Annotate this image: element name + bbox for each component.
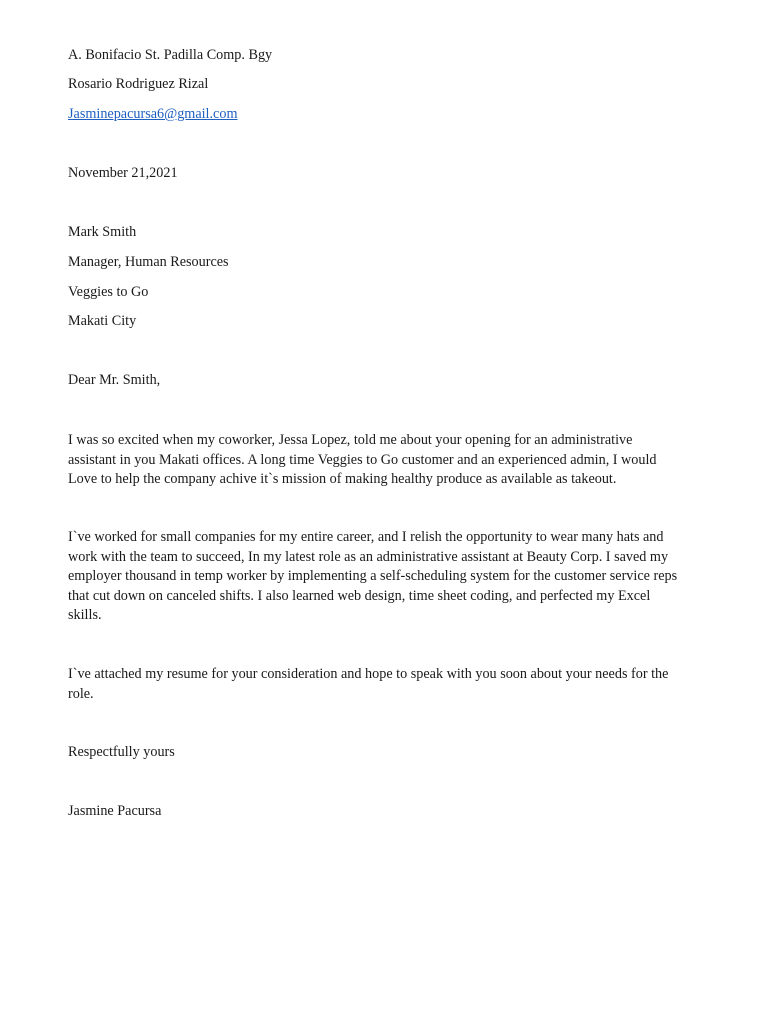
sender-email-link[interactable]: Jasminepacursa6@gmail.com bbox=[68, 106, 238, 122]
letter-date: November 21,2021 bbox=[68, 165, 178, 181]
paragraph-line: I`ve attached my resume for your consideration and hope to speak with you soon about your needs for the bbox=[68, 666, 669, 682]
signature-name: Jasmine Pacursa bbox=[68, 803, 162, 819]
paragraph-line: employer thousand in temp worker by implementing a self-scheduling system for the customer service reps bbox=[68, 568, 678, 584]
paragraph-line: role. bbox=[68, 685, 94, 702]
body-paragraph-2 bbox=[68, 528, 718, 626]
paragraph-line: I was so excited when my coworker, Jessa Lopez, told me about your opening for an administrative bbox=[68, 432, 633, 448]
sender-address-line1: A. Bonifacio St. Padilla Comp. Bgy bbox=[68, 47, 273, 63]
recipient-title: Manager, Human Resources bbox=[68, 254, 229, 270]
salutation: Dear Mr. Smith, bbox=[68, 372, 161, 388]
recipient-city: Makati City bbox=[68, 313, 137, 329]
paragraph-line: I`ve worked for small companies for my entire career, and I relish the opportunity to wear many hats and bbox=[68, 529, 664, 545]
paragraph-line: skills. bbox=[68, 607, 102, 623]
body-paragraph-3 bbox=[68, 665, 718, 704]
body-paragraph-1 bbox=[68, 431, 718, 490]
paragraph-line: Love to help the company achive it`s mission of making healthy produce as available as takeout. bbox=[68, 471, 617, 487]
sender-address-line2: Rosario Rodriguez Rizal bbox=[68, 76, 209, 92]
recipient-company: Veggies to Go bbox=[68, 284, 149, 300]
paragraph-line: work with the team to succeed, In my latest role as an administrative assistant at Beauty Corp. I saved my bbox=[68, 548, 669, 565]
paragraph-line: assistant in you Makati offices. A long time Veggies to Go customer and an experienced admin, I would bbox=[68, 451, 657, 468]
recipient-name: Mark Smith bbox=[68, 224, 137, 240]
paragraph-line: that cut down on canceled shifts. I also learned web design, time sheet coding, and perfected my Excel bbox=[68, 587, 651, 604]
closing: Respectfully yours bbox=[68, 744, 175, 760]
